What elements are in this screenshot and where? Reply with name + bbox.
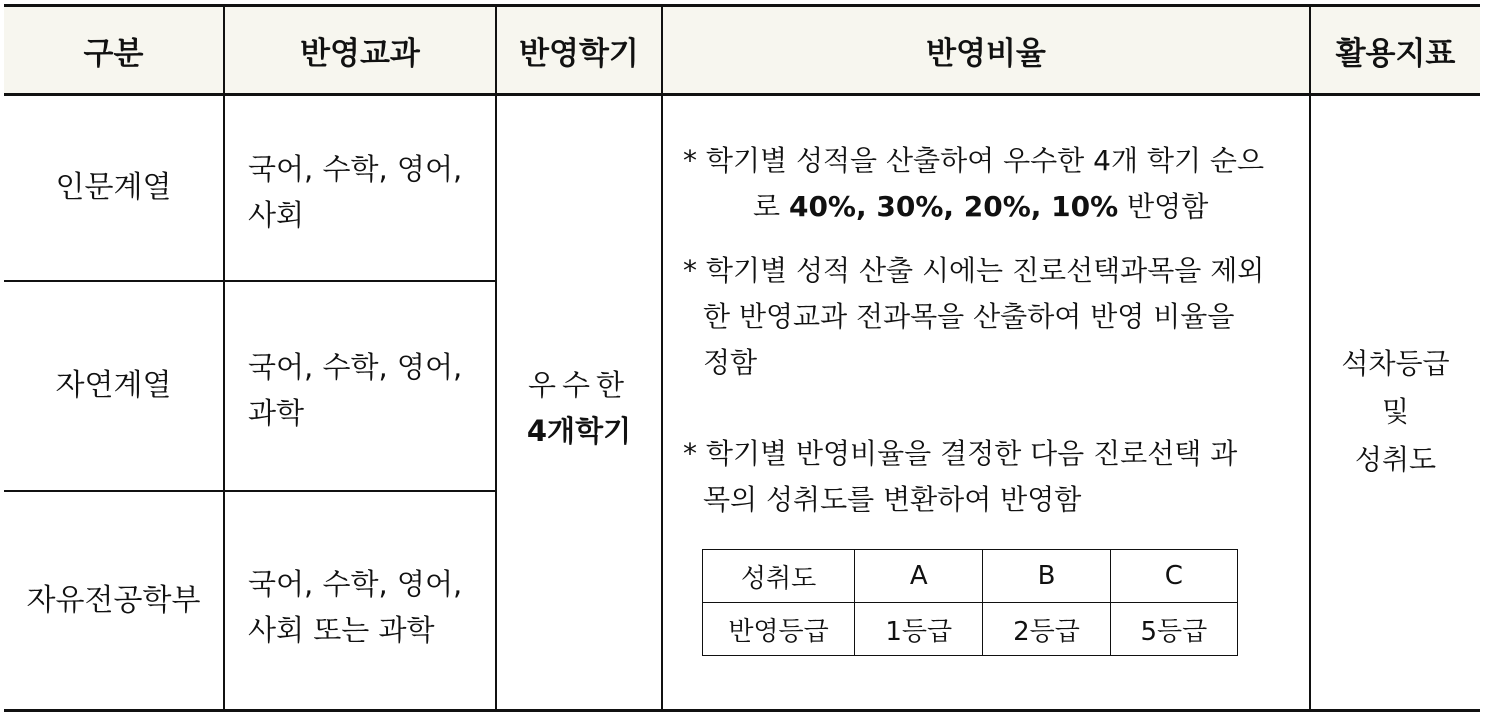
bullet-star: * bbox=[683, 144, 697, 177]
table-row bbox=[703, 550, 1238, 603]
table-cell: 성취도 bbox=[703, 550, 855, 603]
note-text: 반영함 bbox=[1127, 190, 1209, 223]
note-text: 학기별 성적을 산출하여 우수한 4개 학기 순으 bbox=[705, 144, 1264, 177]
col-divider-3 bbox=[661, 4, 663, 712]
header-subjects: 반영교과 bbox=[300, 35, 420, 72]
note-line: 한 반영교과 전과목을 산출하여 반영 비율을 bbox=[703, 300, 1235, 333]
note-line: 정함 bbox=[703, 346, 758, 379]
subjects-line: 국어, 수학, 영어, bbox=[248, 350, 463, 384]
category-humanities: 인문계열 bbox=[55, 170, 172, 205]
indicator-line: 및 bbox=[1381, 395, 1410, 428]
semester-cell bbox=[497, 362, 661, 454]
category-liberal-major: 자유전공학부 bbox=[26, 582, 201, 618]
note-bold-ratios: 40%, 30%, 20%, 10% bbox=[788, 190, 1119, 223]
bullet-star: * bbox=[683, 437, 697, 470]
subjects-line: 과학 bbox=[248, 396, 305, 430]
subjects-line: 국어, 수학, 영어, bbox=[248, 152, 463, 186]
note-line bbox=[683, 184, 1303, 230]
table-cell: C bbox=[1110, 550, 1237, 603]
header-indicator: 활용지표 bbox=[1335, 35, 1456, 72]
table-row bbox=[703, 603, 1238, 656]
bullet-star: * bbox=[683, 254, 697, 287]
col-divider-2 bbox=[495, 4, 497, 712]
note-text: 로 bbox=[753, 190, 781, 223]
semester-line-bold: 4개학기 bbox=[526, 414, 632, 448]
subjects-line: 사회 또는 과학 bbox=[248, 613, 435, 647]
category-natural-sciences: 자연계열 bbox=[55, 368, 172, 403]
note-line: 목의 성취도를 변환하여 반영함 bbox=[703, 483, 1082, 516]
table-cell: 5등급 bbox=[1110, 603, 1237, 656]
col-divider-1 bbox=[223, 4, 225, 712]
note-text: 학기별 성적 산출 시에는 진로선택과목을 제외 bbox=[705, 254, 1265, 287]
header-division: 구분 bbox=[83, 35, 144, 72]
ratio-note-2 bbox=[683, 248, 1303, 386]
note-text: 학기별 반영비율을 결정한 다음 진로선택 과 bbox=[705, 437, 1238, 470]
table-cell: 2등급 bbox=[983, 603, 1110, 656]
subjects-natural-sciences bbox=[248, 344, 462, 436]
header-ratio: 반영비율 bbox=[926, 35, 1046, 72]
table-cell: 1등급 bbox=[855, 603, 983, 656]
table-cell: B bbox=[983, 550, 1110, 603]
indicator-line: 석차등급 bbox=[1341, 347, 1450, 380]
ratio-note-1 bbox=[683, 138, 1303, 230]
achievement-conversion-table bbox=[702, 549, 1238, 656]
indicator-line: 성취도 bbox=[1354, 443, 1437, 476]
header-bottom-border bbox=[4, 93, 1480, 96]
subjects-line: 국어, 수학, 영어, bbox=[248, 567, 463, 601]
semester-line: 우수한 bbox=[527, 368, 631, 402]
table-bottom-border bbox=[4, 709, 1480, 712]
table-cell: 반영등급 bbox=[703, 603, 855, 656]
subjects-liberal-major bbox=[248, 561, 462, 653]
table-cell: A bbox=[855, 550, 983, 603]
ratio-note-3 bbox=[683, 431, 1303, 523]
subjects-humanities bbox=[248, 146, 462, 238]
subjects-line: 사회 bbox=[248, 198, 305, 232]
indicator-cell bbox=[1311, 340, 1480, 484]
header-semester: 반영학기 bbox=[519, 35, 639, 72]
